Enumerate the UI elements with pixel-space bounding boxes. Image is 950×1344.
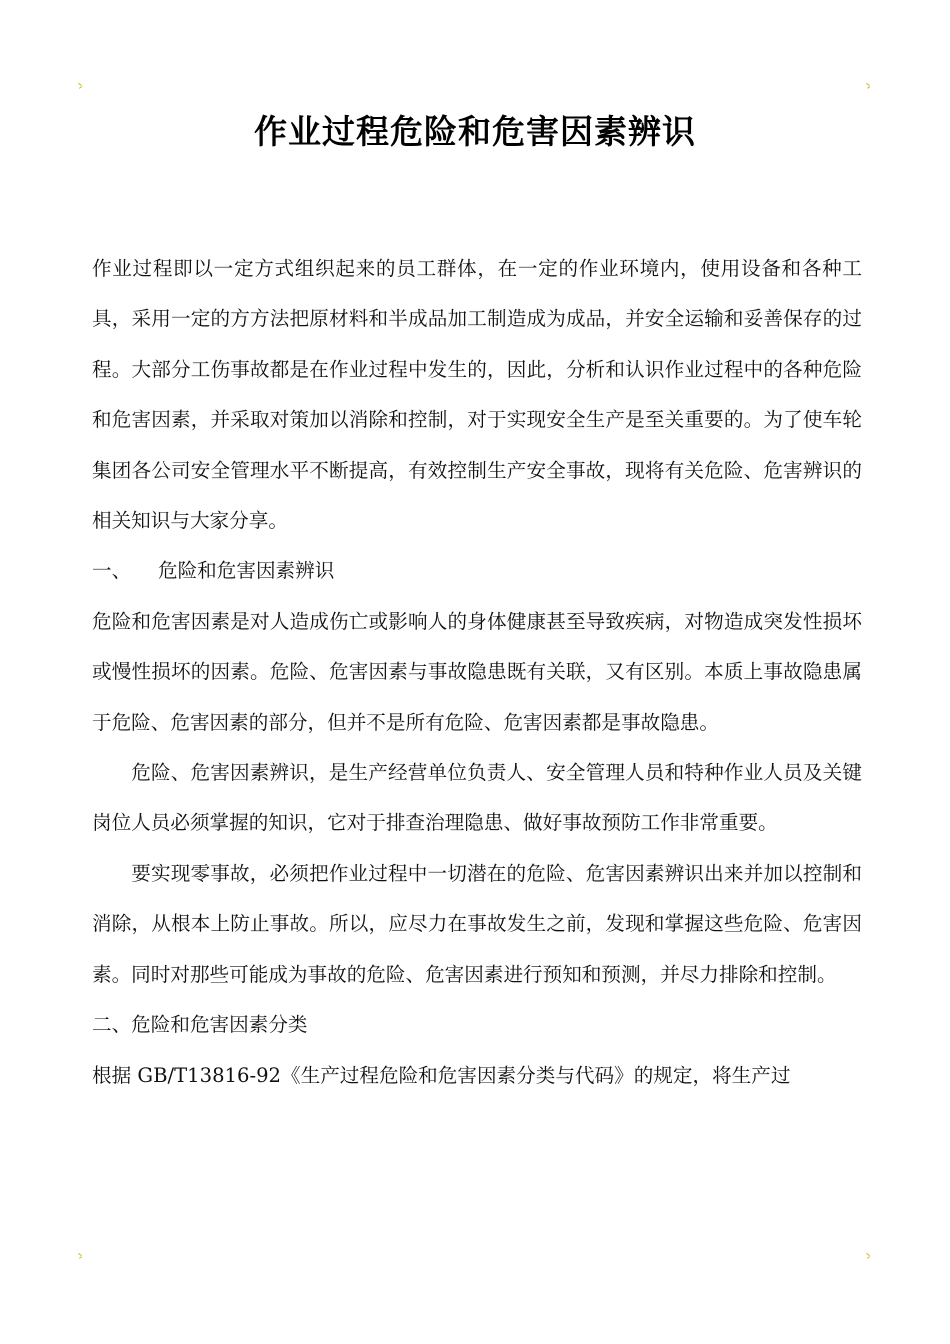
crop-mark-bottom-right (866, 1254, 872, 1260)
paragraph-identification: 危险、危害因素辨识，是生产经营单位负责人、安全管理人员和特种作业人员及关键岗位人员必须掌握的知识，它对于排查治理隐患、做好事故预防工作非常重要。 (92, 761, 862, 835)
document-title: 作业过程危险和危害因素辨识 (254, 112, 696, 151)
crop-mark-bottom-left (78, 1254, 84, 1260)
section-heading-2: 二、危险和危害因素分类 (92, 1013, 308, 1037)
intro-paragraph: 作业过程即以一定方式组织起来的员工群体，在一定的作业环境内，使用设备和各种工具，采用一定的方方法把原材料和半成品加工制造成为成品，并安全运输和妥善保存的过程。大部分工伤事故都是在作业过程中发生的，因此，分析和认识作业过程中的各种危险和危害因素，并采取对策加以消除和控制，对于实现安全生产是至关重要的。为了使车轮集团各公司安全管理水平不断提高，有效控制生产安全事故，现将有关危险、危害辨识的相关知识与大家分享。 (92, 257, 862, 533)
section-number: 一、 (92, 559, 132, 583)
crop-mark-top-left (78, 84, 84, 90)
paragraph-standard: 根据 GB/T13816-92《生产过程危险和危害因素分类与代码》的规定，将生产过 (92, 1063, 791, 1087)
section-title: 危险和危害因素辨识 (158, 559, 335, 583)
crop-mark-top-right (866, 84, 872, 90)
paragraph-definition: 危险和危害因素是对人造成伤亡或影响人的身体健康甚至导致疾病，对物造成突发性损坏或慢性损坏的因素。危险、危害因素与事故隐患既有关联，又有区别。本质上事故隐患属于危险、危害因素的部分，但并不是所有危险、危害因素都是事故隐患。 (92, 609, 862, 734)
document-body (92, 244, 862, 1101)
section-heading-1 (92, 546, 862, 596)
paragraph-zero-accident: 要实现零事故，必须把作业过程中一切潜在的危险、危害因素辨识出来并加以控制和消除，从根本上防止事故。所以，应尽力在事故发生之前，发现和掌握这些危险、危害因素。同时对那些可能成为事故的危险、危害因素进行预知和预测，并尽力排除和控制。 (92, 861, 862, 986)
